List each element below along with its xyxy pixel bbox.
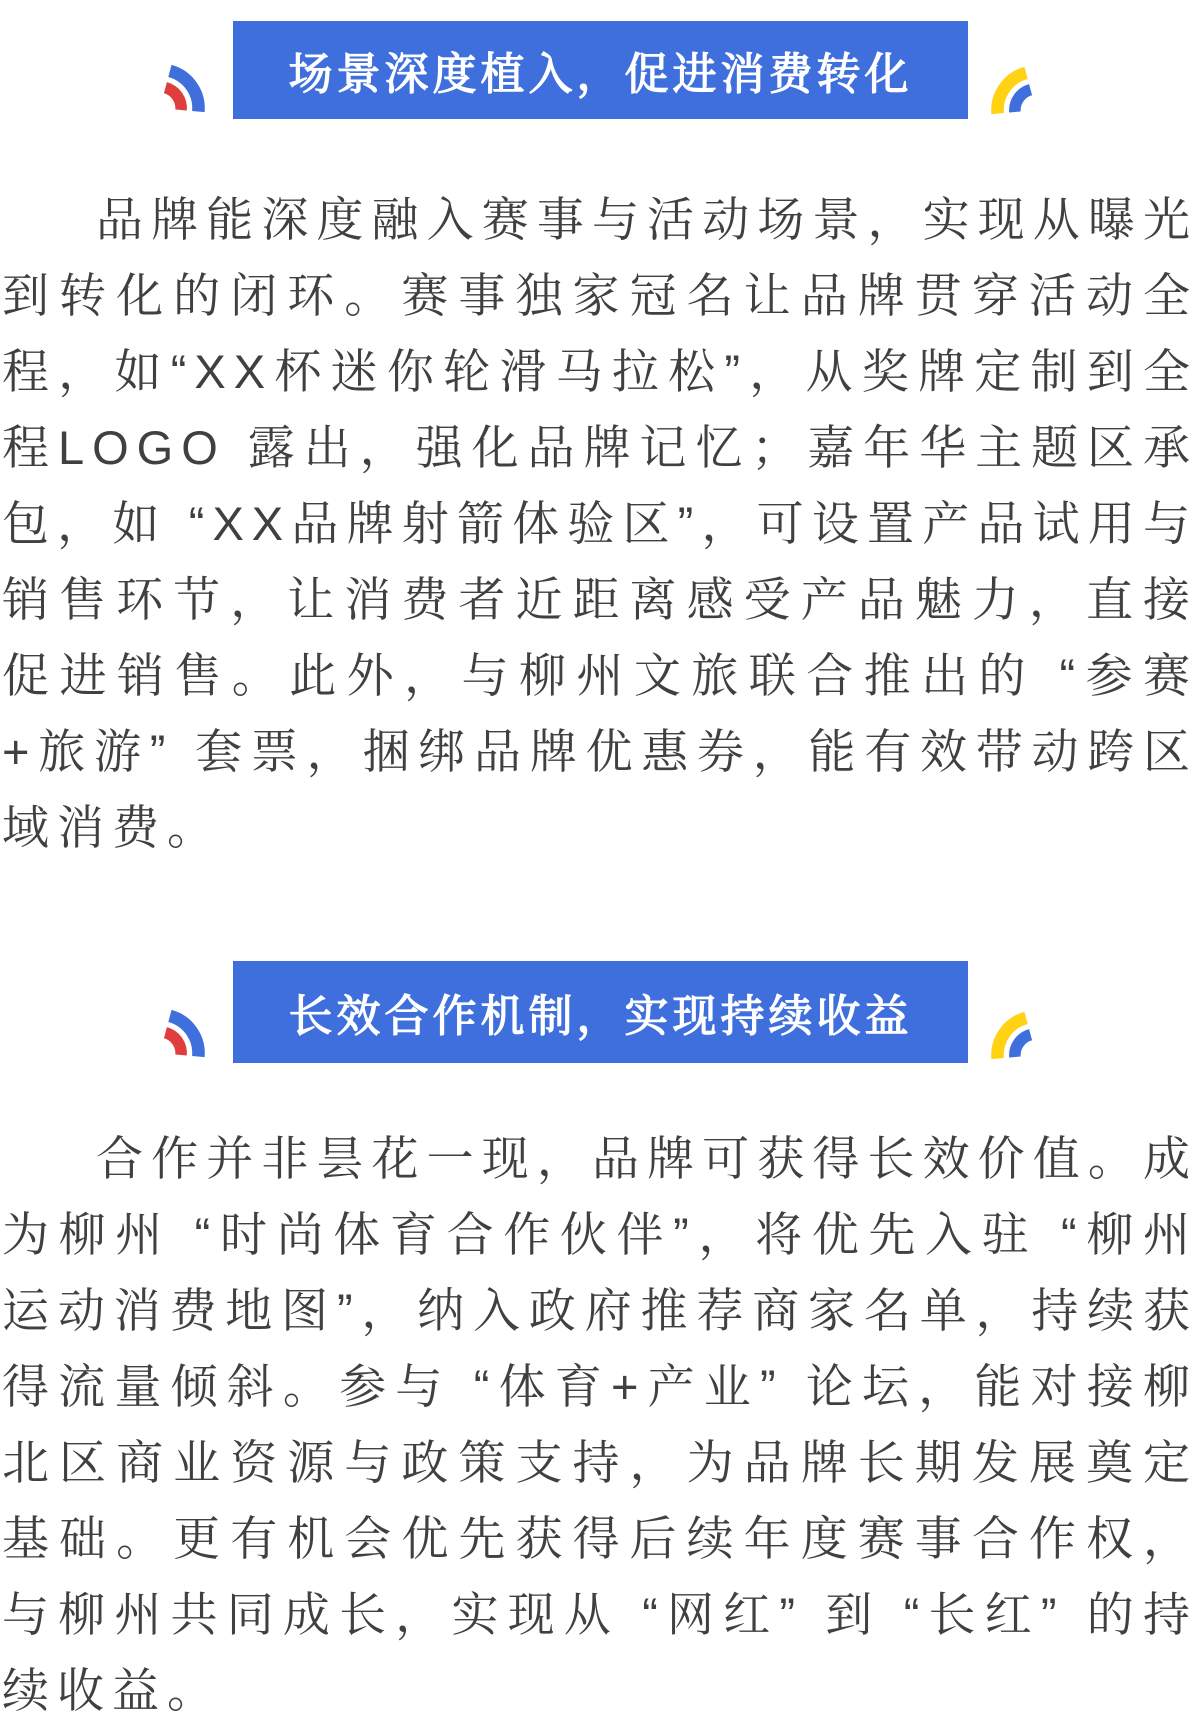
arc-inner-blue: [1015, 1035, 1031, 1057]
section-consumption: [0, 21, 1200, 866]
section-long-term: [0, 961, 1200, 1729]
section-1-paragraph: 品牌能深度融入赛事与活动场景，实现从曝光到转化的闭环。赛事独家冠名让品牌贯穿活动全程，如“XX杯迷你轮滑马拉松”，从奖牌定制到全程LOGO 露出，强化品牌记忆；嘉年华主题区承包，如 “XX品牌射箭体验区”，可设置产品试用与销售环节，让消费者近距离感受产品魅力，直接促进销售。此外，与柳州文旅联合推出的 “参赛+旅游” 套票，捆绑品牌优惠券，能有效带动跨区域消费。: [2, 193, 1198, 854]
arc-inner-blue: [1015, 90, 1031, 112]
banner-row-1: [0, 21, 1200, 119]
section-2-title-banner: [233, 961, 968, 1063]
section-1-title: 场景深度植入，促进消费转化: [288, 50, 913, 99]
arc-decoration-left-icon: [158, 58, 212, 114]
article-page: [0, 21, 1200, 1717]
arc-inner-red: [165, 88, 181, 110]
arc-inner-red: [165, 1033, 181, 1055]
arc-decoration-right-icon: [984, 1005, 1038, 1061]
banner-row-2: [0, 961, 1200, 1063]
section-1-title-banner: [233, 21, 968, 119]
arc-decoration-right-icon: [984, 60, 1038, 116]
section-2-title: 长效合作机制，实现持续收益: [288, 992, 913, 1041]
section-2-paragraph: 合作并非昙花一现，品牌可获得长效价值。成为柳州 “时尚体育合作伙伴”，将优先入驻 “柳州运动消费地图”，纳入政府推荐商家名单，持续获得流量倾斜。参与 “体育+产业” 论坛，能对接柳北区商业资源与政策支持，为品牌长期发展奠定基础。更有机会优先获得后续年度赛事合作权，与柳州共同成长，实现从 “网红” 到 “长红” 的持续收益。: [2, 1132, 1198, 1717]
arc-decoration-left-icon: [158, 1003, 212, 1059]
